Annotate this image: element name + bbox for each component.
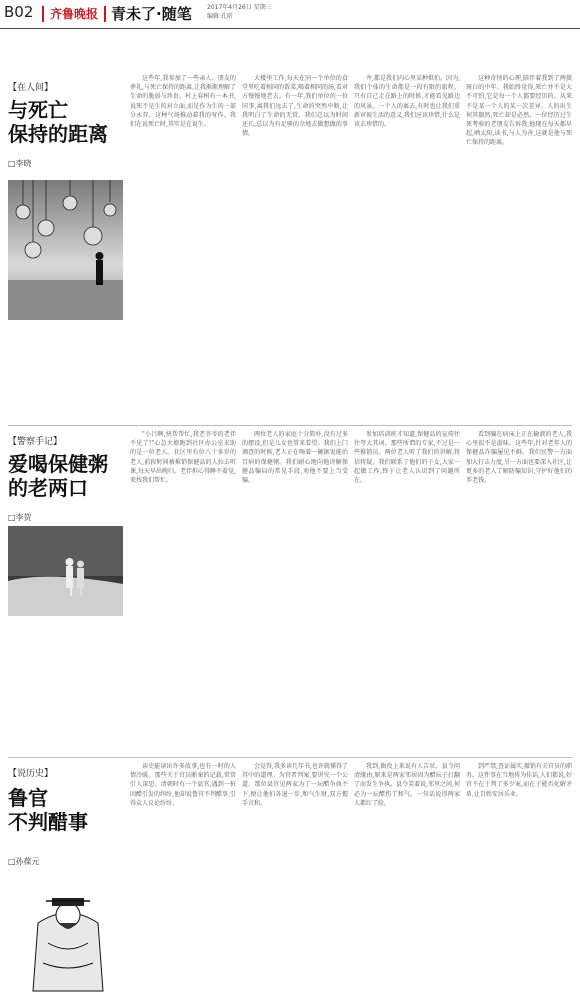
body-paragraph: 看到骗在病床上正在输液的老人,我心里很不是滋味。这些年,针对老年人的保健品诈骗屡见不鲜。我们民警一方面加大打击力度,另一方面也要深入社区,让更多的老人了解防骗知识,守护好他们的养老钱。 [466, 431, 572, 485]
elderly-couple-photo [8, 526, 123, 616]
column-tag: 【在人间】 [8, 83, 54, 93]
date-line: 2017年4月26日 星期三 [207, 4, 272, 11]
article-author: □李晓 [8, 159, 32, 168]
article-body [130, 74, 572, 404]
column-tag: 【警察手记】 [8, 437, 63, 447]
newspaper-logo: 齐鲁晚报 [50, 7, 99, 21]
body-paragraph: 会觉得,我多读几年书,也许就懂得了其中的道理。为官者判案,要讲究一个公道。那位县官见两家为了一坛醋争执不下,便让他们各退一步,和气生财,双方握手言和。 [242, 763, 348, 807]
article-title: 爱喝保健粥 的老两口 [8, 452, 108, 500]
body-paragraph: "小吕啊,快帮帮忙,我老爷爷的老伴不见了!"心急火燎跑到社区办公室求助的是一位老人。社区里有位八十多岁的老人,前段时间被推销保健品的人拉去听课,每天早出晚归。老伴担心得睡不着觉,来找我们帮忙。 [130, 431, 236, 485]
column-tag: 【说历史】 [8, 769, 54, 779]
historical-official-illustration [8, 873, 123, 993]
body-paragraph: 两位老人的家庭十分简朴,没有过多的摆设,但是儿女也常来看望。我们上门调查的时候,老人正在喝着一碗据说能治百病的保健粥。我们耐心地向他讲解保健品骗局的常见手段,劝他不要上当受骗。 [242, 431, 348, 485]
body-paragraph: 我到,衙役上来说有人告状。县令问清缘由,原来是两家邻居因为醋坛子打翻了而发生争执。县令笑着说,邻里之间,何必为一坛醋伤了和气。一句话说得两家人都红了脸。 [354, 763, 460, 807]
article-author: □孙葆元 [8, 857, 40, 866]
body-paragraph: 这些年,我参加了一些亲人、朋友的葬礼,与死亡保持的距离,让我渐渐理解了生命的脆弱与珍贵。村上春树有一本书,说死不是生的对立面,而是作为生的一部分永存。这种气场推动着我的写作。我们在说死亡时,其实是在说生。 [130, 75, 236, 129]
section-title: 青未了·随笔 [111, 5, 192, 23]
body-paragraph: 大楼里工作,每天在同一个单位的食堂里吃着相同的饭菜,喝着相同的汤,看对方慢慢地老去。有一年,我们单位的一位同事,离我们远去了,生命的突然中断,让我明白了生命的无常。我们总以为时间还长,总以为有足够的余地去做想做的事情。 [242, 75, 348, 138]
masthead [0, 0, 580, 29]
article-body [130, 430, 572, 750]
body-paragraph: 井,都是我们内心里某种惧怕。因为,我们个体的生命都是一段有限的旅程。只有自己走在路上的时候,才能看见路边的风景。一个人的离去,有时也让我们重新审视生活的意义,我们应该珍惜,什么是该去珍惜的。 [354, 75, 460, 129]
issue-meta [207, 3, 272, 21]
article-death-distance [8, 70, 580, 410]
clock-figure-photo [8, 180, 123, 320]
body-paragraph: 读史能读出许多故事,也有一时的人情冷暖。那些关于官员断案的记载,常常引人深思。清朝时有一个县官,遇到一桩因醋引发的纠纷,他却说鲁官不判醋事,引得众人议论纷纷。 [130, 763, 236, 807]
page-number: B02 [4, 3, 34, 21]
masthead-divider [104, 6, 106, 22]
editor-line: 编辑:孔昕 [207, 13, 234, 20]
body-paragraph: 参加培训班才知道,保健品的宣传往往夸大其词。那些所谓的专家,不过是一些推销员。两位老人听了我们的讲解,将信将疑。我们联系了他们的子女,大家一起做工作,终于让老人认识到了问题所在。 [354, 431, 460, 485]
article-lu-official [8, 758, 580, 995]
article-health-porridge [8, 426, 580, 756]
article-body [130, 762, 572, 992]
masthead-divider [42, 6, 44, 22]
article-author: □李贺 [8, 513, 32, 522]
body-paragraph: 这种奇怪的心理,陪伴着我到了两鬓斑白的中年。我始终觉得,死亡并不是大不可怕,它是每一个人都要经历的。从来不是某一个人的某一次差异。人的出生何其偶然,死亡却是必然。一位经历过生死考验的老朋友告诉我,他现在每天都早起,晒太阳,读书,与人为善,这就是他与死亡保持的距离。 [466, 75, 572, 147]
article-title: 鲁官 不判醋事 [8, 786, 88, 834]
article-title: 与死亡 保持的距离 [8, 98, 108, 146]
body-paragraph: 到严禁,查证属实,撤销有关官员的职务。这件事在当地传为佳话,人们都说,好官不在于判了多少案,而在于能否化解矛盾,让百姓安居乐业。 [466, 763, 572, 798]
